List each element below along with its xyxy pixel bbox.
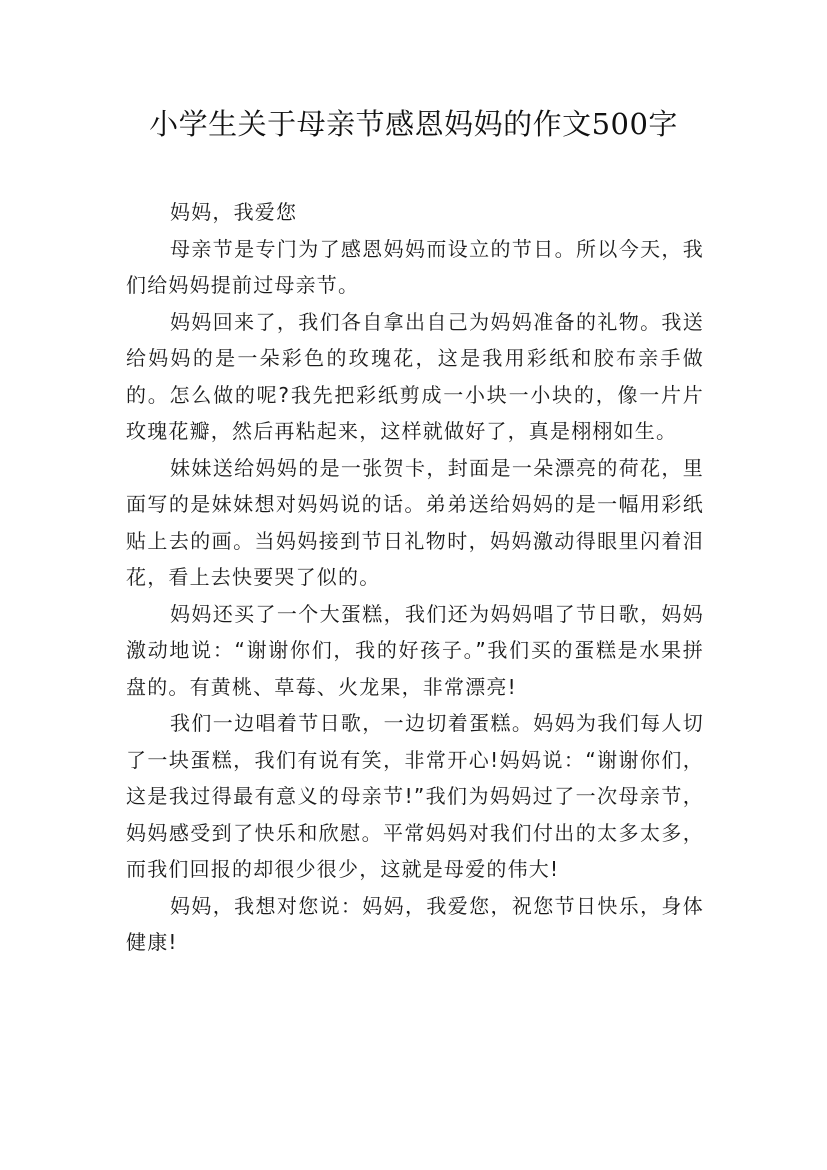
- essay-paragraph-heading: 妈妈，我爱您: [170, 200, 298, 224]
- essay-paragraph: 妈妈回来了，我们各自拿出自己为妈妈准备的礼物。我送给妈妈的是一朵彩色的玫瑰花，这是我用彩纸和胶布亲手做的。怎么做的呢?我先把彩纸剪成一小块一小块的，像一片片玫瑰花瓣，然后再粘起来，这样就做好了，真是栩栩如生。: [126, 309, 704, 443]
- essay-paragraph-closing: 妈妈，我想对您说：妈妈，我爱您，祝您节日快乐，身体健康!: [126, 893, 704, 954]
- essay-paragraph: 我们一边唱着节日歌，一边切着蛋糕。妈妈为我们每人切了一块蛋糕，我们有说有笑，非常开心!妈妈说：“谢谢你们，这是我过得最有意义的母亲节!”我们为妈妈过了一次母亲节，妈妈感受到了快乐和欣慰。平常妈妈对我们付出的太多太多，而我们回报的却很少很少，这就是母爱的伟大!: [126, 711, 704, 881]
- essay-paragraph: 妈妈还买了一个大蛋糕，我们还为妈妈唱了节日歌，妈妈激动地说：“谢谢你们，我的好孩子。”我们买的蛋糕是水果拼盘的。有黄桃、草莓、火龙果，非常漂亮!: [126, 601, 704, 699]
- essay-paragraph: 母亲节是专门为了感恩妈妈而设立的节日。所以今天，我们给妈妈提前过母亲节。: [126, 236, 704, 297]
- essay-body: [126, 194, 704, 961]
- essay-paragraph: 妹妹送给妈妈的是一张贺卡，封面是一朵漂亮的荷花，里面写的是妹妹想对妈妈说的话。弟弟送给妈妈的是一幅用彩纸贴上去的画。当妈妈接到节日礼物时，妈妈激动得眼里闪着泪花，看上去快要哭了似的。: [126, 455, 704, 589]
- page-title: 小学生关于母亲节感恩妈妈的作文500字: [149, 107, 678, 141]
